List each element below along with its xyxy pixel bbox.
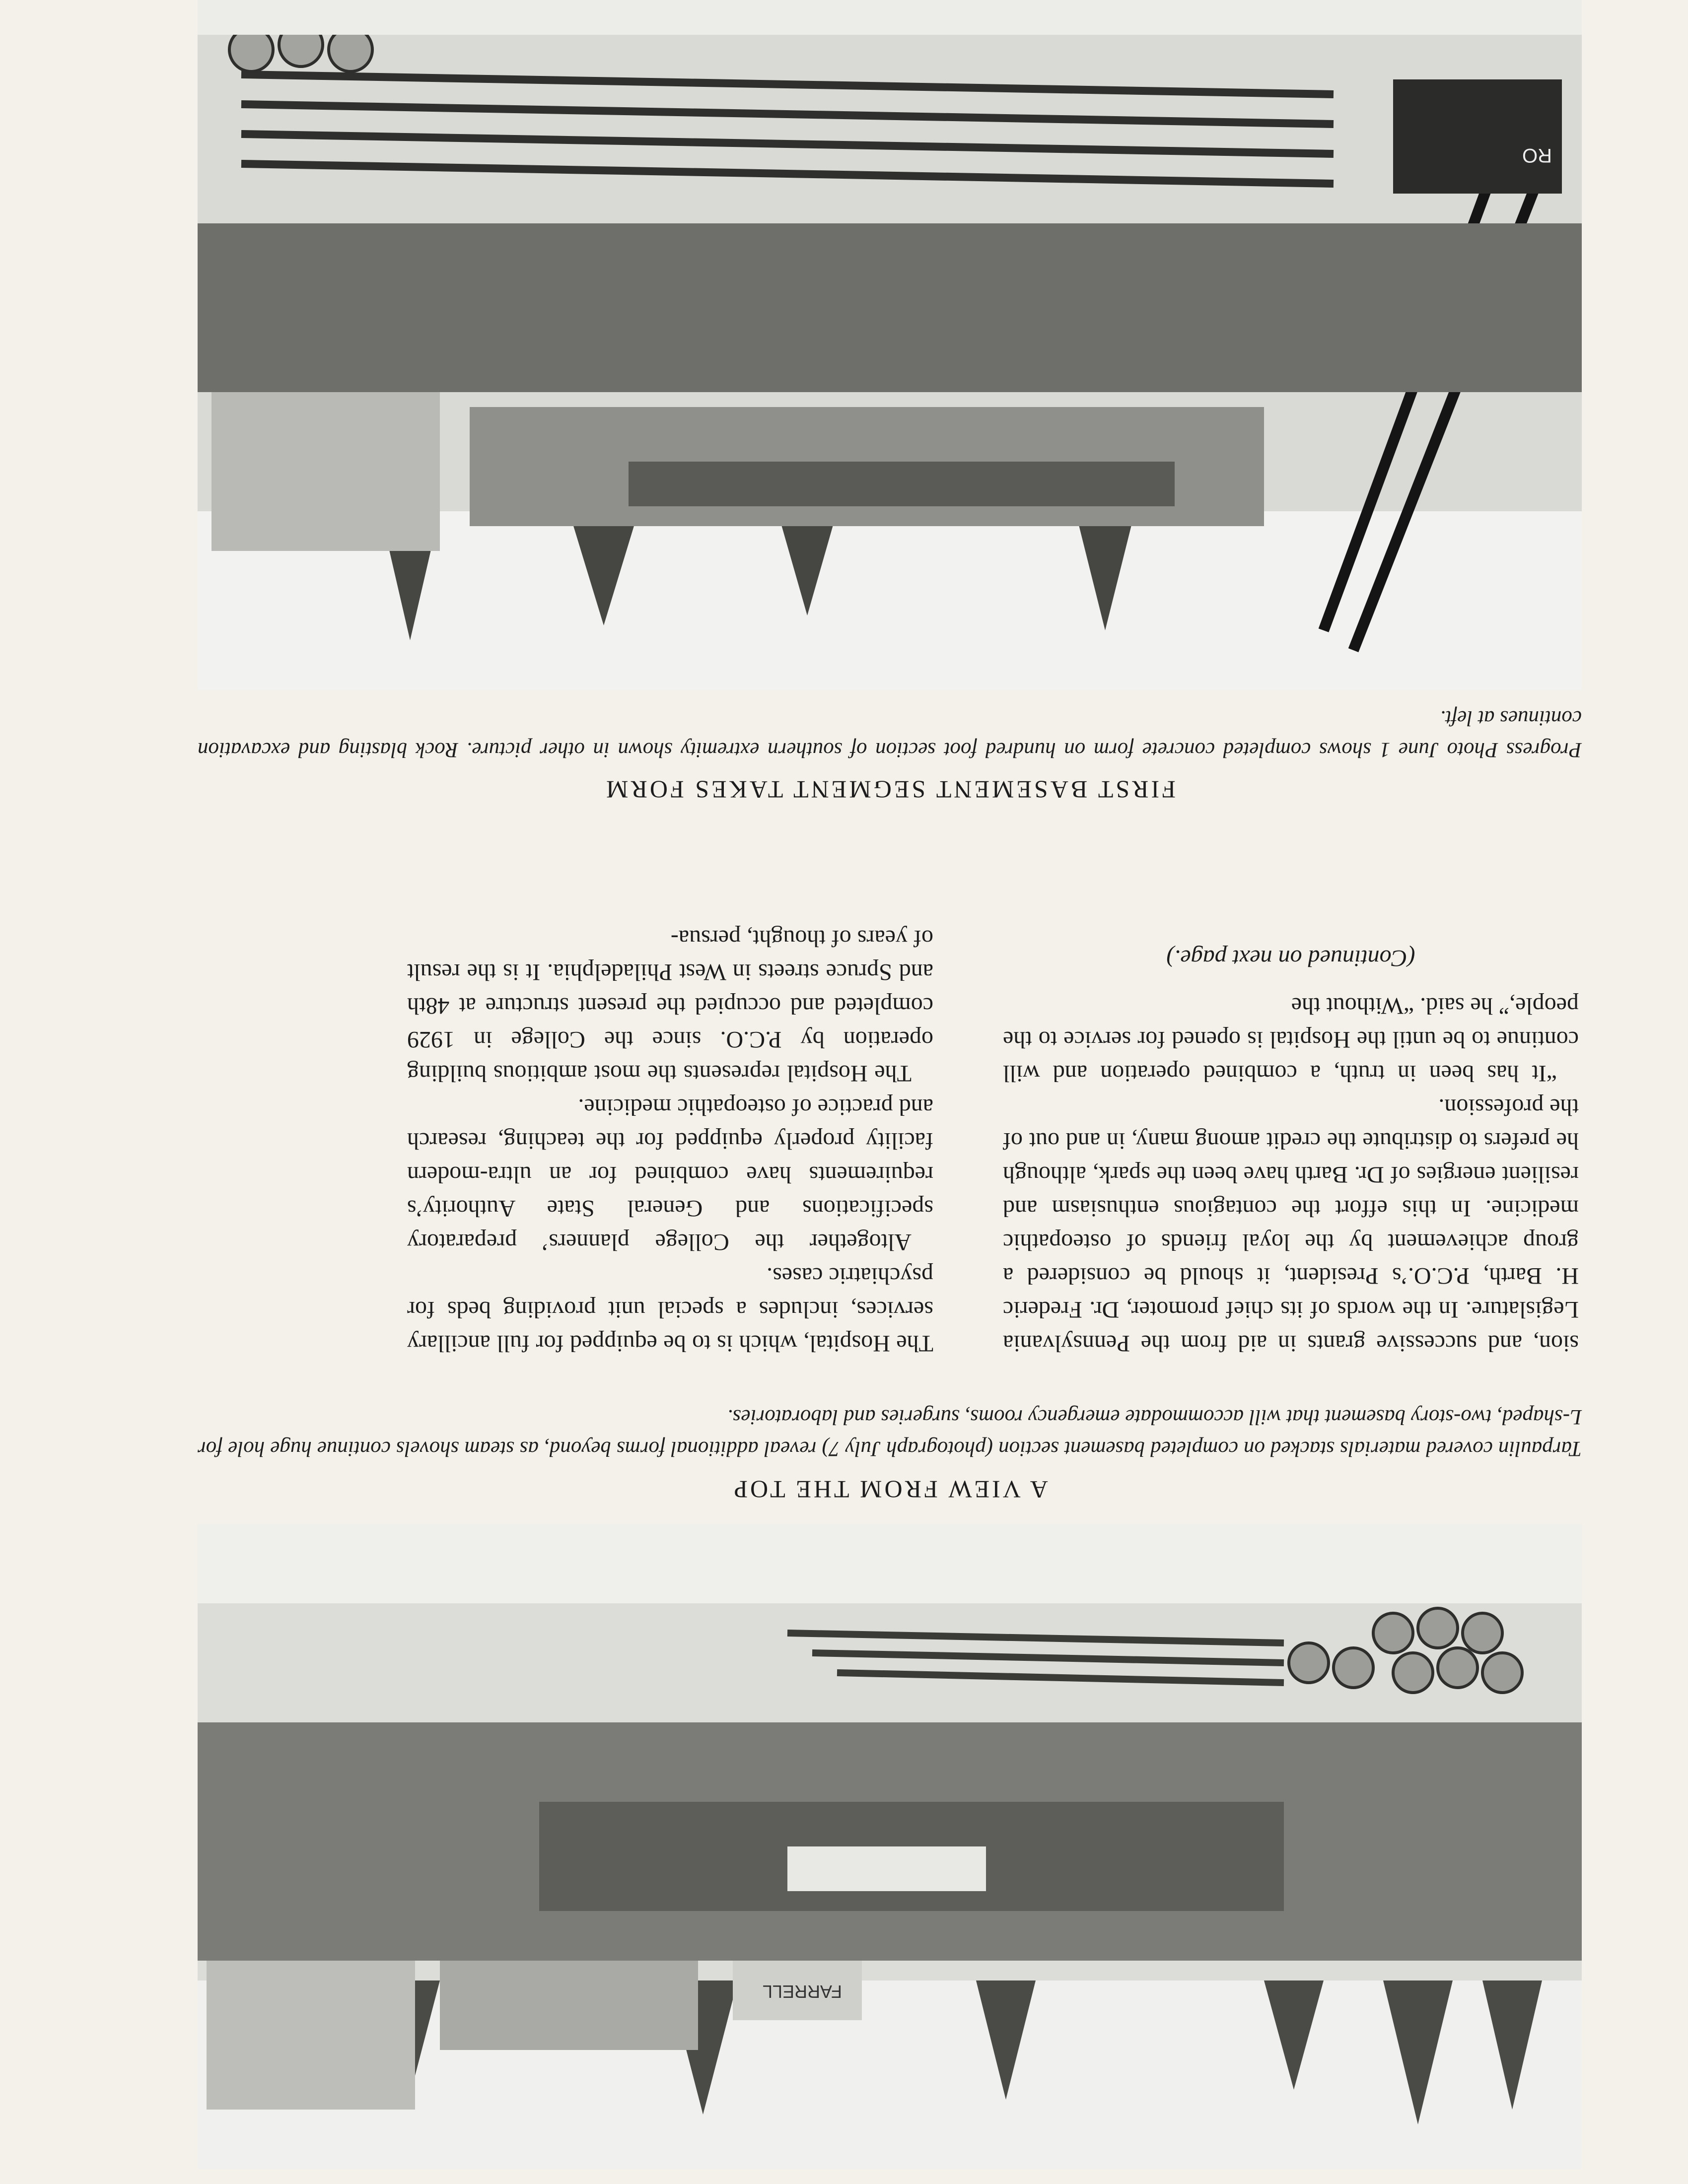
caption-first-basement-title: FIRST BASEMENT SEGMENT TAKES FORM bbox=[604, 776, 1176, 804]
photo-first-basement bbox=[198, 0, 1582, 690]
continued-note: (Continued on next page.) bbox=[1166, 945, 1415, 971]
construction-scene-1 bbox=[198, 1524, 1582, 2169]
article-paragraph: “It has been in truth, a combined operation and will continue to be until the Hospital is opened for service to the people,” he said. “Without the bbox=[1003, 993, 1579, 1087]
caption-first-basement-text: Progress Photo June 1 shows completed concrete form on hundred foot section of southern extremity shown in other picture. Rock blasting and excavation continues at left. bbox=[198, 706, 1582, 761]
article-left-column bbox=[407, 921, 933, 1360]
construction-scene-2 bbox=[198, 0, 1582, 690]
article-right-column bbox=[1003, 941, 1579, 1360]
caption-view-from-top-text: Tarpaulin covered materials stacked on completed basement section (photograph July 7) reveal additional forms beyond, as steam shovels continue huge hole for L-shaped, two-story basement that will accommodate emergency rooms, surgeries and laboratories. bbox=[198, 1405, 1582, 1460]
article-paragraph: Altogether the College planners’ preparatory specifications and General State Authority’s requirements have combined for an ultra-modern facility properly equipped for the teaching, research and practice of osteopathic medicine. bbox=[407, 1094, 933, 1255]
caption-view-from-top-title: A VIEW FROM THE TOP bbox=[731, 1476, 1048, 1503]
sign-b-text: RO bbox=[1522, 144, 1552, 166]
article-paragraph: sion, and successive grants in aid from the Pennsylvania Legislature. In the words of its chief promoter, Dr. Frederic H. Barth, P.C.O.’s President, it should be considered a group achievement by the loyal friends of osteopathic medicine. In this effort the contagious enthusiasm and resilient energies of Dr. Barth have been the spark, although he prefers to distribute the credit among many, in and out of the profession. bbox=[1003, 1094, 1579, 1357]
article-paragraph: The Hospital, which is to be equipped for full ancillary services, includes a special unit providing beds for psychiatric cases. bbox=[407, 1263, 933, 1357]
article-paragraph: The Hospital represents the most ambitious building operation by P.C.O. since the College in 1929 completed and occupied the present structure at 48th and Spruce streets in West Philadelphia. It is the result of years of thought, persua- bbox=[407, 925, 933, 1087]
sign-a-text: FARRELL bbox=[762, 1981, 842, 2002]
photo-view-from-top bbox=[198, 1524, 1582, 2169]
